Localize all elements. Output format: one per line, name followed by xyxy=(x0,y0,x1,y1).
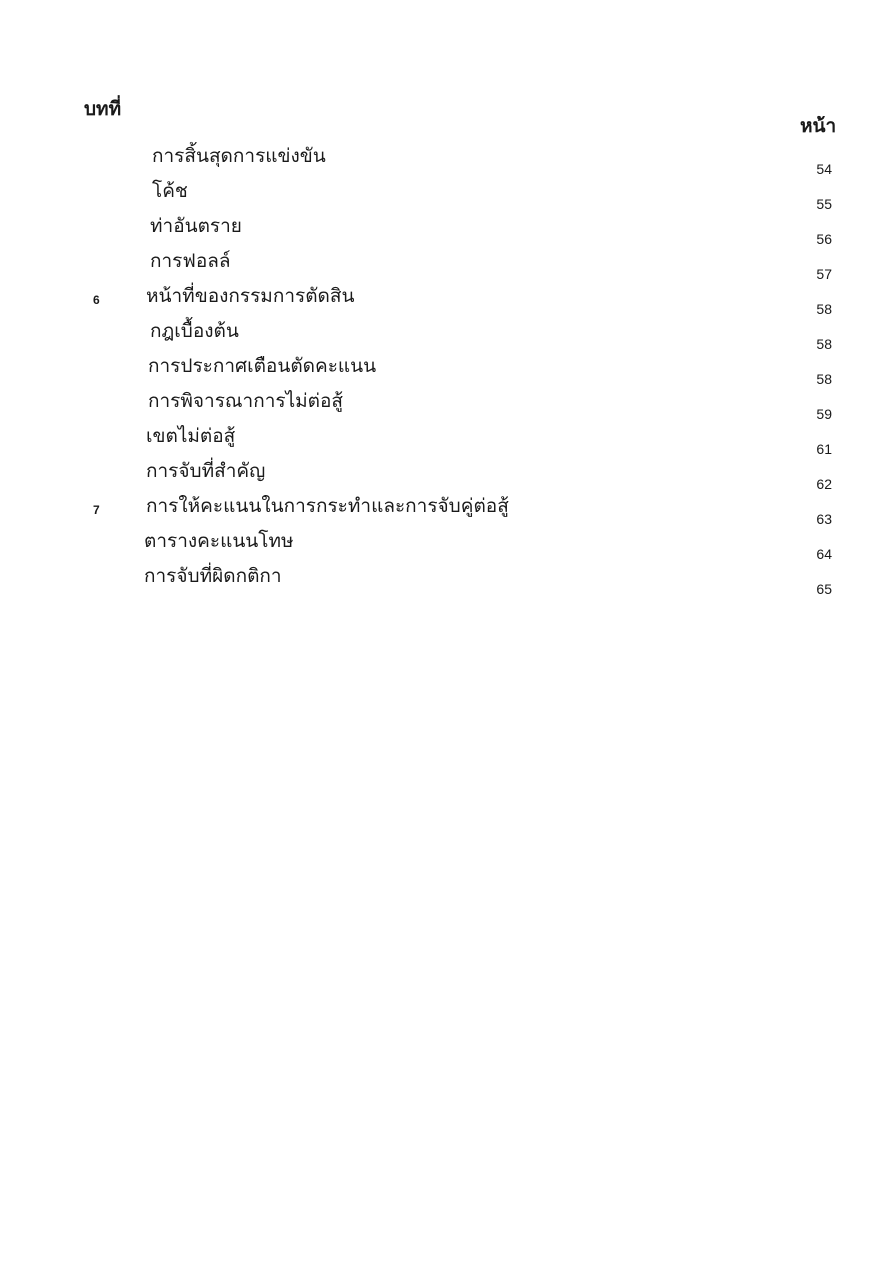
toc-entry-page: 59 xyxy=(816,406,832,422)
toc-entry xyxy=(0,211,869,245)
toc-entry-title: เขตไม่ต่อสู้ xyxy=(146,425,236,447)
chapter-column-header: บทที่ xyxy=(84,98,122,120)
toc-entry-page: 62 xyxy=(816,476,832,492)
toc-entry-page: 58 xyxy=(816,371,832,387)
toc-entry xyxy=(0,561,869,595)
page-column-header: หน้า xyxy=(800,115,837,137)
toc-entry xyxy=(0,316,869,350)
toc-entry-title: ตารางคะแนนโทษ xyxy=(144,530,294,552)
toc-entry-number: 6 xyxy=(93,293,100,307)
toc-entry xyxy=(0,491,869,525)
toc-entry-title: การประกาศเตือนตัดคะแนน xyxy=(148,355,377,377)
toc-entry xyxy=(0,351,869,385)
toc-entry-page: 65 xyxy=(816,581,832,597)
toc-entry-title: การจับที่ผิดกติกา xyxy=(144,565,282,587)
toc-entry-title: หน้าที่ของกรรมการตัดสิน xyxy=(146,285,355,307)
toc-entry xyxy=(0,281,869,315)
toc-entry-number: 7 xyxy=(93,503,100,517)
toc-entry-title: การสิ้นสุดการแข่งขัน xyxy=(152,145,326,167)
toc-entry-page: 55 xyxy=(816,196,832,212)
toc-entry xyxy=(0,176,869,210)
toc-entry xyxy=(0,386,869,420)
toc-entry-title: การให้คะแนนในการกระทำและการจับคู่ต่อสู้ xyxy=(146,495,509,517)
toc-entry xyxy=(0,456,869,490)
toc-entry-title: กฎเบื้องต้น xyxy=(150,320,239,342)
toc-entry-title: การพิจารณาการไม่ต่อสู้ xyxy=(148,390,344,412)
toc-entry-title: การจับที่สำคัญ xyxy=(146,460,266,482)
toc-entry xyxy=(0,421,869,455)
toc-entry-page: 58 xyxy=(816,336,832,352)
toc-entry-page: 54 xyxy=(816,161,832,177)
toc-entry-page: 56 xyxy=(816,231,832,247)
toc-entry xyxy=(0,246,869,280)
toc-entry-title: ท่าอันตราย xyxy=(150,215,242,237)
toc-entry-page: 63 xyxy=(816,511,832,527)
toc-entry-page: 61 xyxy=(816,441,832,457)
toc-entry-page: 64 xyxy=(816,546,832,562)
toc-entry-title: การฟอลล์ xyxy=(150,250,231,272)
toc-entry-title: โค้ช xyxy=(152,180,188,202)
toc-entry xyxy=(0,141,869,175)
toc-entry-page: 58 xyxy=(816,301,832,317)
toc-entry xyxy=(0,526,869,560)
toc-entry-page: 57 xyxy=(816,266,832,282)
